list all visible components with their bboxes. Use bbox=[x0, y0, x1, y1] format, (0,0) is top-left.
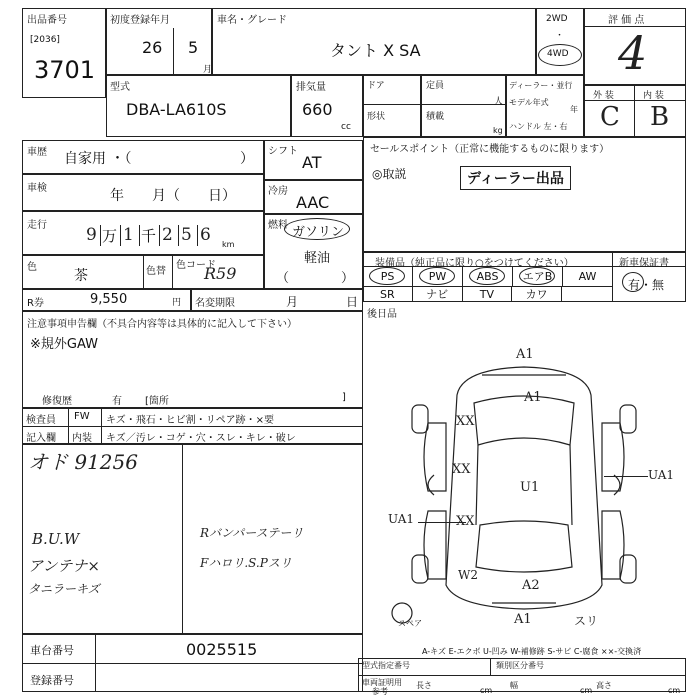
divider bbox=[182, 444, 183, 634]
mileage-digit: 万 bbox=[100, 225, 120, 246]
equipment-circle bbox=[419, 267, 455, 285]
mileage-label: 走行 bbox=[27, 220, 47, 231]
color-label: 色 bbox=[27, 262, 37, 273]
interior-short-label: 内装 bbox=[72, 433, 92, 444]
equipment-item: ナビ bbox=[413, 287, 463, 302]
divider bbox=[173, 28, 174, 74]
inspector-row2: キズ／汚レ・コゲ・穴・スレ・キレ・破レ bbox=[106, 433, 296, 444]
divider bbox=[612, 252, 613, 302]
cc-unit: cc bbox=[341, 122, 351, 132]
damage-mark: W2 bbox=[458, 568, 478, 582]
recycle-label: R券 bbox=[27, 298, 44, 309]
damage-mark: XX bbox=[456, 414, 475, 429]
damage-pointer bbox=[418, 522, 466, 523]
history-close: ） bbox=[240, 151, 254, 167]
repair-value: 有 bbox=[112, 396, 122, 407]
damage-mark: XX bbox=[452, 462, 471, 477]
cm-unit: cm bbox=[668, 686, 681, 695]
color-code-label: 色コード bbox=[176, 260, 216, 271]
damage-legend: A-キズ E-エクボ U-凹み W-補修跡 S-サビ C-腐食 ××-交換済 bbox=[422, 647, 642, 656]
interior-label: 内 装 bbox=[643, 91, 664, 101]
drive-2wd: 2WD bbox=[546, 14, 568, 24]
equipment-item: AW bbox=[578, 270, 597, 283]
height-label: 高さ bbox=[596, 681, 612, 690]
cm-unit: cm bbox=[580, 686, 593, 695]
recycle-value: 9,550 bbox=[90, 292, 128, 307]
mileage-digit: 2 bbox=[159, 225, 178, 246]
model-label: 型式 bbox=[110, 82, 130, 93]
shift-label: シフト bbox=[268, 146, 298, 157]
history-value: 自家用 ・（ bbox=[64, 151, 132, 167]
class-label: 類別区分番号 bbox=[496, 661, 544, 670]
divider bbox=[95, 634, 96, 692]
shape-label: 形状 bbox=[367, 112, 386, 122]
lot-sub-number: [2036] bbox=[30, 35, 60, 45]
fuel-label: 燃料 bbox=[268, 220, 288, 231]
equipment-item: SR bbox=[363, 287, 413, 302]
hand-note: アンテナ× bbox=[28, 557, 100, 575]
equipment-item: PW bbox=[413, 267, 463, 286]
registration-month: 5 bbox=[188, 38, 199, 57]
kg-unit: kg bbox=[493, 126, 503, 135]
color-code-value: R59 bbox=[204, 264, 237, 283]
damage-mark: A1 bbox=[516, 347, 534, 362]
lot-number: 3701 bbox=[34, 56, 96, 84]
entry-label: 記入欄 bbox=[26, 433, 56, 444]
hand-note: Rバンパーステーリ bbox=[200, 526, 304, 540]
after-items-label: 後日品 bbox=[367, 309, 397, 320]
damage-mark: UA1 bbox=[388, 512, 415, 526]
warranty-yes-circle bbox=[622, 272, 644, 292]
odometer-note: オド 91256 bbox=[28, 450, 138, 474]
shift-value: AT bbox=[302, 153, 322, 172]
inspector-label: 検査員 bbox=[26, 415, 56, 426]
first-registration-label: 初度登録年月 bbox=[110, 15, 170, 26]
dealer-item: ディーラー出品 bbox=[460, 166, 571, 190]
equipment-label: 装備品（純正品に限り○をつけてください） bbox=[375, 258, 574, 269]
load-label: 積載 bbox=[426, 112, 445, 122]
interior-grade: B bbox=[650, 102, 670, 132]
mileage-digit: 5 bbox=[178, 225, 197, 246]
km-unit: km bbox=[222, 240, 235, 249]
equipment-item: カワ bbox=[512, 287, 562, 302]
divider bbox=[22, 426, 363, 427]
equipment-row2 bbox=[363, 287, 562, 302]
ac-label: 冷房 bbox=[268, 186, 288, 197]
year-unit: 年 bbox=[570, 105, 578, 114]
hand-note: B.U.W bbox=[32, 530, 80, 548]
drive-separator: ・ bbox=[555, 31, 565, 41]
damage-mark: A2 bbox=[522, 578, 540, 593]
persons-unit: 人 bbox=[494, 97, 504, 107]
warranty-label: 新車保証書 bbox=[619, 258, 669, 269]
registration-number-label: 登録番号 bbox=[30, 674, 74, 687]
model-year-label: モデル年式 bbox=[509, 98, 549, 107]
mileage-digit: 9 bbox=[86, 225, 97, 245]
mileage-digit: 1 bbox=[120, 225, 139, 246]
hand-note: Fハロリ.S.Pスリ bbox=[200, 556, 292, 570]
color-value: 茶 bbox=[74, 268, 88, 284]
history-label: 車歴 bbox=[27, 147, 47, 158]
fuel-gasoline: ガソリン bbox=[292, 225, 345, 240]
damage-mark: U1 bbox=[520, 480, 540, 495]
exterior-grade: C bbox=[600, 102, 620, 132]
equipment-item: TV bbox=[463, 287, 513, 302]
lot-number-label: 出品番号 bbox=[27, 15, 67, 26]
divider bbox=[172, 255, 173, 289]
width-label: 幅 bbox=[510, 681, 518, 690]
equipment-item: エアB bbox=[513, 267, 563, 286]
exterior-label: 外 装 bbox=[593, 91, 614, 101]
type-spec-label: 型式指定番号 bbox=[362, 661, 410, 670]
month-unit: 月 bbox=[203, 65, 213, 75]
length-label: 長さ bbox=[416, 681, 432, 690]
doors-label: ドア bbox=[367, 81, 385, 91]
inspection-value: 年 月（ 日） bbox=[110, 188, 236, 204]
fuel-diesel: 軽油 bbox=[304, 251, 331, 266]
divider bbox=[634, 85, 635, 137]
divider bbox=[22, 663, 363, 664]
color-change-label: 色替 bbox=[146, 266, 166, 277]
transfer-label: 名変期限 bbox=[195, 298, 235, 309]
inspection-label: 車検 bbox=[27, 183, 47, 194]
equipment-circle bbox=[369, 267, 405, 285]
handle-label: ハンドル 左・右 bbox=[509, 122, 568, 131]
inspector-row1: キズ・飛石・ヒビ割・リペア跡・×要 bbox=[106, 415, 274, 426]
equipment-item: ABS bbox=[463, 267, 513, 286]
notes-label: 注意事項申告欄（不具合内容等は具体的に記入して下さい） bbox=[27, 319, 297, 330]
divider bbox=[490, 658, 491, 675]
model-value: DBA-LA610S bbox=[126, 100, 227, 119]
ac-value: AAC bbox=[296, 193, 330, 212]
damage-mark: A1 bbox=[524, 390, 542, 405]
mileage-digits bbox=[86, 225, 216, 246]
divider bbox=[143, 255, 144, 289]
divider bbox=[358, 675, 686, 676]
equipment-circle bbox=[519, 267, 555, 285]
damage-mark: XX bbox=[456, 514, 475, 529]
cm-unit: cm bbox=[480, 686, 493, 695]
sales-point-label: セールスポイント（正常に機能するものに限ります） bbox=[370, 144, 610, 155]
repair-close: ] bbox=[342, 392, 346, 403]
damage-mark: UA1 bbox=[648, 468, 675, 482]
registration-year: 26 bbox=[142, 38, 163, 57]
cert-label: 車両証明用 bbox=[362, 678, 402, 687]
repair-place: [箇所 bbox=[145, 396, 169, 407]
damage-pointer bbox=[604, 476, 648, 477]
spare-tire-label: スペア bbox=[398, 619, 422, 628]
grade-label: 評 価 点 bbox=[608, 15, 645, 26]
drive-4wd: 4WD bbox=[547, 49, 569, 59]
mileage-digit: 6 bbox=[197, 225, 216, 246]
capacity-label: 定員 bbox=[426, 81, 445, 91]
fuel-other: （ ） bbox=[276, 271, 355, 286]
repair-label: 修復歴 bbox=[42, 396, 72, 407]
overall-grade: 4 bbox=[618, 26, 648, 80]
car-name-grade: タント X SA bbox=[330, 41, 421, 60]
chassis-number: 0025515 bbox=[186, 640, 258, 659]
equipment-item: PS bbox=[363, 267, 413, 286]
chassis-label: 車台番号 bbox=[30, 644, 74, 657]
history-box bbox=[22, 140, 264, 174]
yen-unit: 円 bbox=[172, 298, 182, 308]
hand-note: タニラーキズ bbox=[28, 582, 100, 596]
notes-value: ※規外GAW bbox=[30, 337, 99, 352]
equipment-circle bbox=[469, 267, 505, 285]
damage-mark: スリ bbox=[574, 614, 599, 628]
fw-label: FW bbox=[74, 411, 90, 422]
mileage-digit: 千 bbox=[139, 225, 159, 246]
ref-label: 参考 bbox=[372, 687, 388, 696]
divider bbox=[101, 408, 102, 444]
car-name-label: 車名・グレード bbox=[217, 15, 287, 26]
displacement-label: 排気量 bbox=[296, 82, 326, 93]
damage-mark: A1 bbox=[514, 612, 532, 627]
manual-item: ◎取説 bbox=[372, 167, 407, 181]
dealer-import-label: ディーラー・並行 bbox=[509, 81, 573, 90]
displacement-value: 660 bbox=[302, 100, 333, 119]
warranty-value: 有・無 bbox=[628, 278, 665, 292]
transfer-value: 月 日 bbox=[286, 295, 359, 309]
divider bbox=[68, 408, 69, 444]
